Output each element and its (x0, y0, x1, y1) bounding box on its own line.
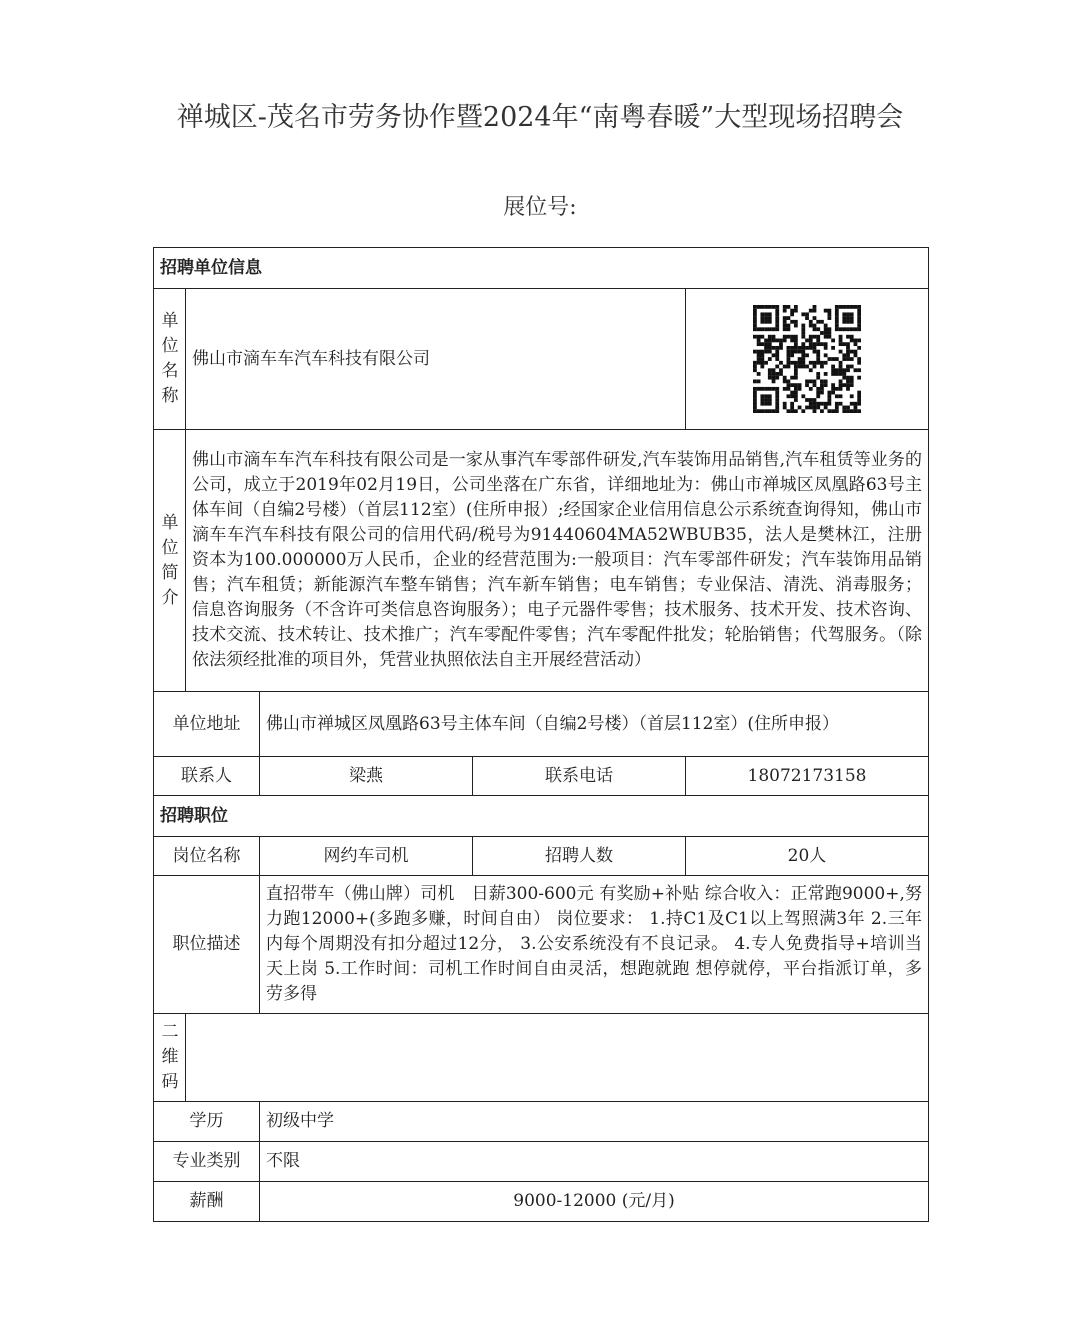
phone-value: 18072173158 (686, 757, 929, 796)
row-salary (154, 1182, 929, 1222)
job-description-value: 直招带车（佛山牌）司机 日薪300-600元 有奖励+补贴 综合收入：正常跑9000+,努力跑12000+(多跑多赚，时间自由） 岗位要求： 1.持C1及C1以上驾照满3年 2.三年内每个周期没有扣分超过12分， 3.公安系统没有不良记录。 4.专人免费指导+培训当天上岗 5.工作时间：司机工作时间自由灵活，想跑就跑 想停就停，平台指派订单，多劳多得 (260, 876, 929, 1014)
company-qr-cell (686, 289, 929, 430)
row-job-qr (154, 1014, 929, 1102)
row-company-address (154, 692, 929, 757)
section-heading-positions: 招聘职位 (154, 796, 929, 837)
job-qr-label: 二维码 (161, 1022, 179, 1092)
hiring-count-label: 招聘人数 (473, 837, 686, 876)
row-job-title (154, 837, 929, 876)
job-qr-empty-cell (186, 1014, 929, 1102)
company-intro-label: 单位简介 (161, 512, 179, 608)
row-education (154, 1102, 929, 1142)
contact-label: 联系人 (154, 757, 260, 796)
job-description-label: 职位描述 (154, 876, 260, 1014)
booth-number-label: 展位号: (503, 195, 577, 220)
education-label: 学历 (154, 1102, 260, 1142)
row-company-name (154, 289, 929, 430)
major-value: 不限 (260, 1142, 929, 1182)
row-major (154, 1142, 929, 1182)
section-row-company-info (154, 248, 929, 289)
company-name-value: 佛山市滴车车汽车科技有限公司 (192, 348, 430, 369)
education-value: 初级中学 (260, 1102, 929, 1142)
job-title-label: 岗位名称 (154, 837, 260, 876)
hiring-count-value: 20人 (686, 837, 929, 876)
phone-label: 联系电话 (473, 757, 686, 796)
company-name-label: 单位名称 (161, 311, 179, 406)
company-name-label-cell (154, 289, 186, 430)
section-row-positions (154, 796, 929, 837)
section-heading-company-info: 招聘单位信息 (154, 248, 929, 289)
qr-code-icon (753, 305, 861, 413)
row-job-description (154, 876, 929, 1014)
row-contact (154, 757, 929, 796)
job-title-value: 网约车司机 (260, 837, 473, 876)
contact-value: 梁燕 (260, 757, 473, 796)
company-intro-value: 佛山市滴车车汽车科技有限公司是一家从事汽车零部件研发,汽车装饰用品销售,汽车租赁等业务的公司，成立于2019年02月19日，公司坐落在广东省，详细地址为：佛山市禅城区凤凰路63号主体车间（自编2号楼）（首层112室）(住所申报）;经国家企业信用信息公示系统查询得知，佛山市滴车车汽车科技有限公司的信用代码/税号为91440604MA52WBUB35，法人是樊林江，注册资本为100.000000万人民币，企业的经营范围为:一般项目：汽车零部件研发；汽车装饰用品销售；汽车租赁；新能源汽车整车销售；汽车新车销售；电车销售；专业保洁、清洗、消毒服务；信息咨询服务（不含许可类信息咨询服务）；电子元器件零售；技术服务、技术开发、技术咨询、技术交流、技术转让、技术推广；汽车零配件零售；汽车零配件批发；轮胎销售；代驾服务。（除依法须经批准的项目外，凭营业执照依法自主开展经营活动） (186, 430, 929, 692)
row-company-intro (154, 430, 929, 692)
company-address-label: 单位地址 (154, 692, 260, 757)
major-label: 专业类别 (154, 1142, 260, 1182)
job-qr-label-cell (154, 1014, 186, 1102)
company-address-value: 佛山市禅城区凤凰路63号主体车间（自编2号楼）（首层112室）(住所申报） (260, 692, 929, 757)
recruitment-form-table (153, 247, 929, 1222)
salary-label: 薪酬 (154, 1182, 260, 1222)
company-name-cell (186, 289, 686, 430)
page-title: 禅城区-茂名市劳务协作暨2024年“南粤春暖”大型现场招聘会 (176, 102, 904, 133)
salary-value: 9000-12000 (元/月) (260, 1182, 929, 1222)
company-intro-label-cell (154, 430, 186, 692)
